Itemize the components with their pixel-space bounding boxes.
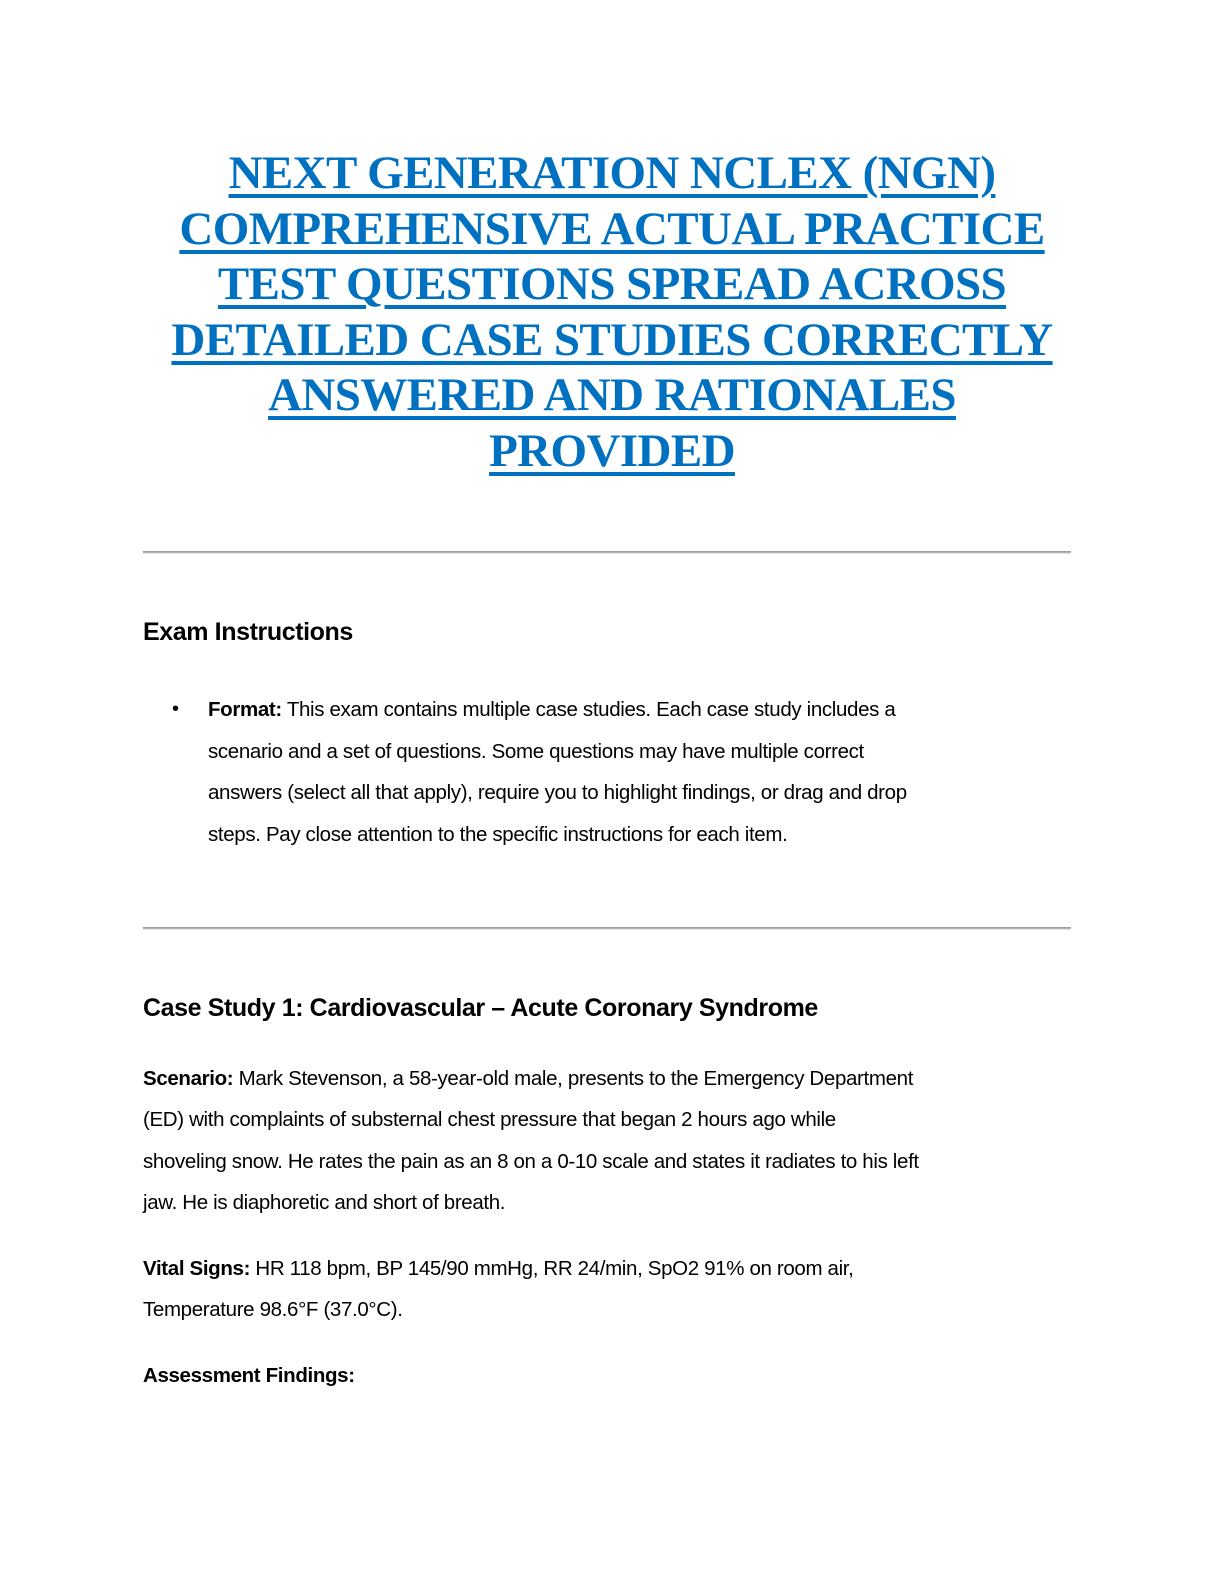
format-label: Format: <box>208 698 282 721</box>
vital-signs-paragraph <box>143 1248 1078 1331</box>
vital-signs-label: Vital Signs: <box>143 1257 251 1280</box>
scenario-label: Scenario: <box>143 1067 234 1090</box>
scenario-text: jaw. He is diaphoretic and short of breath. <box>143 1190 506 1214</box>
title-line: COMPREHENSIVE ACTUAL PRACTICE <box>179 202 1045 255</box>
case-study-heading: Case Study 1: Cardiovascular – Acute Coronary Syndrome <box>143 994 818 1022</box>
vital-signs-text: Temperature 98.6°F (37.0°C). <box>143 1298 403 1322</box>
exam-instructions-heading: Exam Instructions <box>143 618 353 646</box>
assessment-findings-paragraph <box>143 1355 1078 1396</box>
title-line: ANSWERED AND RATIONALES <box>268 369 956 421</box>
format-text: This exam contains multiple case studies. Each case study includes a <box>281 698 896 721</box>
format-text: answers (select all that apply), require you to highlight findings, or drag and drop <box>208 781 907 804</box>
format-text: scenario and a set of questions. Some questions may have multiple correct <box>208 739 864 763</box>
vital-signs-text: HR 118 bpm, BP 145/90 mmHg, RR 24/min, SpO2 91% on room air, <box>250 1257 854 1280</box>
title-line: DETAILED CASE STUDIES CORRECTLY <box>171 313 1053 366</box>
scenario-text: (ED) with complaints of substernal chest pressure that began 2 hours ago while <box>143 1108 836 1132</box>
scenario-paragraph <box>143 1058 1078 1223</box>
horizontal-divider <box>143 927 1071 930</box>
assessment-findings-label: Assessment Findings: <box>143 1364 355 1387</box>
horizontal-divider <box>143 551 1071 554</box>
exam-instructions-list <box>143 689 1073 855</box>
bullet-icon: • <box>172 698 179 720</box>
document-title <box>140 146 1084 479</box>
scenario-text: Mark Stevenson, a 58-year-old male, presents to the Emergency Department <box>233 1067 914 1090</box>
title-line: NEXT GENERATION NCLEX (NGN) <box>228 147 996 199</box>
title-line: TEST QUESTIONS SPREAD ACROSS <box>217 258 1007 310</box>
title-line: PROVIDED <box>489 424 735 477</box>
list-item-format <box>143 689 1073 855</box>
format-text: steps. Pay close attention to the specific instructions for each item. <box>208 822 788 846</box>
scenario-text: shoveling snow. He rates the pain as an 8 on a 0-10 scale and states it radiates to his left <box>143 1149 919 1173</box>
